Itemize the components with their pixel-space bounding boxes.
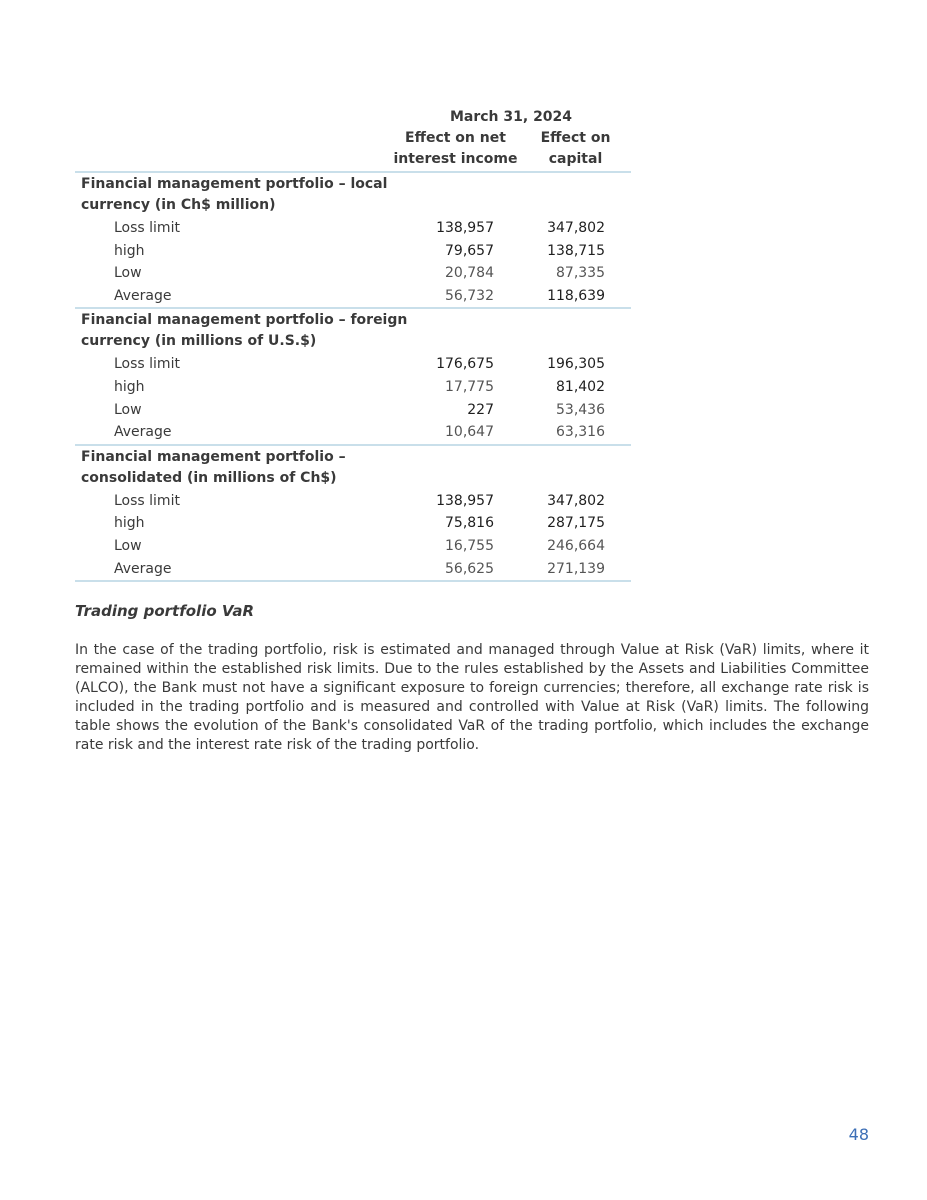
capital-value: 347,802: [547, 220, 605, 236]
table-row: [75, 490, 631, 513]
section-title-line: currency (in Ch$ million): [81, 197, 276, 213]
section-title-line: currency (in millions of U.S.$): [81, 333, 317, 350]
section-title: [75, 308, 631, 353]
table-header-blank: [75, 104, 391, 128]
section-title: [75, 172, 631, 217]
capital-value: 87,335: [556, 265, 605, 282]
capital-value: 118,639: [520, 285, 631, 309]
column-header-net-interest-income: [391, 128, 520, 172]
nii-value: 16,755: [445, 537, 494, 554]
capital-value: 246,664: [547, 537, 605, 554]
section-title-row: [75, 445, 631, 490]
capital-value: 63,316: [520, 421, 631, 445]
row-label: Loss limit: [114, 492, 180, 509]
row-label: Loss limit: [114, 356, 180, 373]
table-row: [75, 240, 631, 263]
row-label: high: [114, 378, 145, 395]
capital-value: 287,175: [547, 515, 605, 532]
capital-value: 53,436: [556, 401, 605, 418]
capital-value: 138,715: [547, 242, 605, 259]
capital-value: 81,402: [556, 378, 605, 395]
nii-value: 10,647: [391, 421, 520, 445]
nii-value: 56,625: [391, 558, 520, 582]
table-row: [75, 421, 631, 445]
table-row: [75, 558, 631, 582]
table-row: [75, 399, 631, 422]
nii-value: 138,957: [436, 220, 494, 236]
table-period-header-row: [75, 104, 631, 128]
nii-value: 176,675: [436, 356, 494, 373]
section-title-row: [75, 308, 631, 353]
column-header-capital: [520, 128, 631, 172]
nii-value: 138,957: [436, 492, 494, 509]
table-column-header-row: [75, 128, 631, 172]
row-label: Low: [114, 401, 142, 418]
row-label: Loss limit: [114, 220, 180, 236]
table-row: [75, 217, 631, 240]
capital-value: 347,802: [547, 492, 605, 509]
section-title: [75, 445, 631, 490]
column-header-line: capital: [548, 151, 603, 167]
section-foreign-currency: [75, 308, 631, 444]
row-label: Average: [75, 285, 391, 309]
section-title-line: consolidated (in millions of Ch$): [81, 469, 337, 486]
body-paragraph: In the case of the trading portfolio, risk is estimated and managed through Value at Risk (VaR) limits, where it remained within the established risk limits. Due to the rules established by the Assets and Liabilities Committee (ALCO), the Bank must not have a significant exposure to foreign currencies; therefore, all exchange rate risk is included in the trading portfolio and is measured and controlled with Value at Risk (VaR) limits. The following table shows the evolution of the Bank's consolidated VaR of the trading portfolio, which includes the exchange rate risk and the interest rate risk of the trading portfolio.: [75, 642, 869, 753]
section-heading: Trading portfolio VaR: [75, 602, 254, 620]
nii-value: 17,775: [445, 378, 494, 395]
nii-value: 79,657: [445, 242, 494, 259]
nii-value: 20,784: [445, 265, 494, 282]
row-label: Low: [114, 265, 142, 282]
nii-value: 227: [467, 401, 494, 418]
row-label: Average: [75, 421, 391, 445]
section-title-line: Financial management portfolio –: [81, 448, 346, 465]
capital-value: 196,305: [547, 356, 605, 373]
table-row: [75, 376, 631, 399]
section-local-currency: [75, 172, 631, 308]
row-label: high: [114, 515, 145, 532]
table-row: [75, 512, 631, 535]
table-period-header: March 31, 2024: [449, 109, 573, 125]
section-title-line: Financial management portfolio – local: [81, 176, 388, 192]
capital-value: 271,139: [520, 558, 631, 582]
column-header-line: interest income: [393, 151, 518, 167]
column-header-line: Effect on net: [405, 130, 506, 146]
row-label: Low: [114, 537, 142, 554]
table-row: [75, 262, 631, 285]
table-row: [75, 285, 631, 309]
page-number: 48: [848, 1125, 869, 1144]
row-label: Average: [75, 558, 391, 582]
nii-value: 75,816: [445, 515, 494, 532]
column-header-line: Effect on: [540, 130, 611, 146]
var-sensitivity-table: [75, 104, 631, 582]
section-title-row: [75, 172, 631, 217]
section-consolidated: [75, 445, 631, 581]
table-header-blank: [75, 128, 391, 172]
table-row: [75, 353, 631, 376]
table-row: [75, 535, 631, 558]
section-title-line: Financial management portfolio – foreign: [81, 312, 408, 329]
row-label: high: [114, 242, 145, 259]
nii-value: 56,732: [391, 285, 520, 309]
